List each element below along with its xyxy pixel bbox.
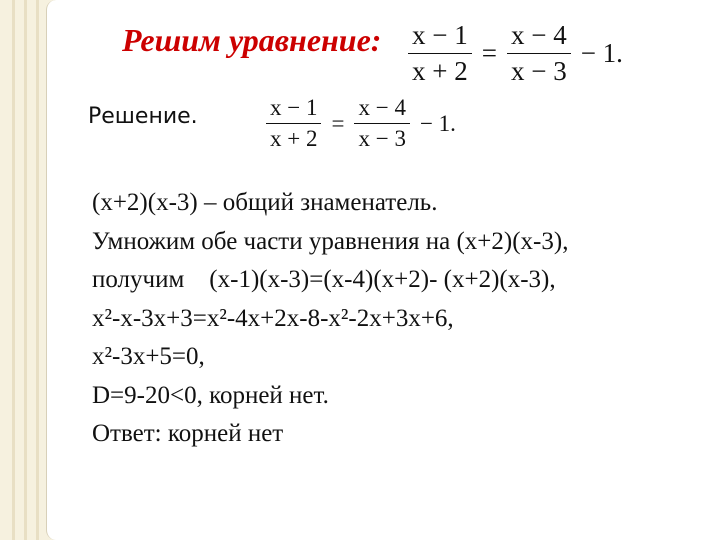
fraction-numerator: x − 4: [507, 20, 571, 54]
side-stripe: [36, 0, 39, 540]
answer-line: Ответ: корней нет: [92, 420, 284, 447]
fraction-left: [408, 20, 472, 87]
title-equation: [404, 20, 629, 87]
fraction-denominator: x − 3: [358, 126, 406, 151]
solution-label: Решение.: [88, 104, 198, 129]
solution-step-line: x²-3x+5=0,: [92, 343, 205, 370]
fraction-numerator: x − 1: [408, 20, 472, 54]
fraction-right: [507, 20, 571, 87]
solution-steps: [92, 184, 707, 454]
fraction-denominator: x + 2: [270, 126, 318, 151]
fraction-numerator: x − 1: [266, 95, 321, 124]
equals-sign: =: [331, 110, 345, 136]
solution-step-line: (x+2)(x-3) – общий знаменатель.: [92, 189, 438, 216]
fraction-denominator: x − 3: [510, 56, 567, 86]
side-stripe: [24, 0, 27, 540]
equation-tail: − 1.: [580, 38, 623, 68]
slide-title: Решим уравнение:: [122, 22, 382, 58]
fraction-right: [354, 95, 409, 152]
equals-sign: =: [481, 38, 497, 68]
fraction-numerator: x − 4: [354, 95, 409, 124]
solution-step-line: получим (x-1)(x-3)=(x-4)(x+2)- (x+2)(x-3),: [92, 266, 556, 293]
solution-step-line: D=9-20<0, корней нет.: [92, 381, 329, 409]
solution-equation: [262, 95, 462, 152]
equation-tail: − 1.: [419, 110, 456, 136]
side-stripe: [12, 0, 15, 540]
solution-step-line: x²-x-3x+3=x²-4x+2x-8-x²-2x+3x+6,: [92, 304, 454, 332]
fraction-denominator: x + 2: [412, 56, 468, 86]
solution-step-line: Умножим обе части уравнения на (x+2)(x-3),: [92, 227, 569, 255]
fraction-left: [266, 95, 321, 152]
